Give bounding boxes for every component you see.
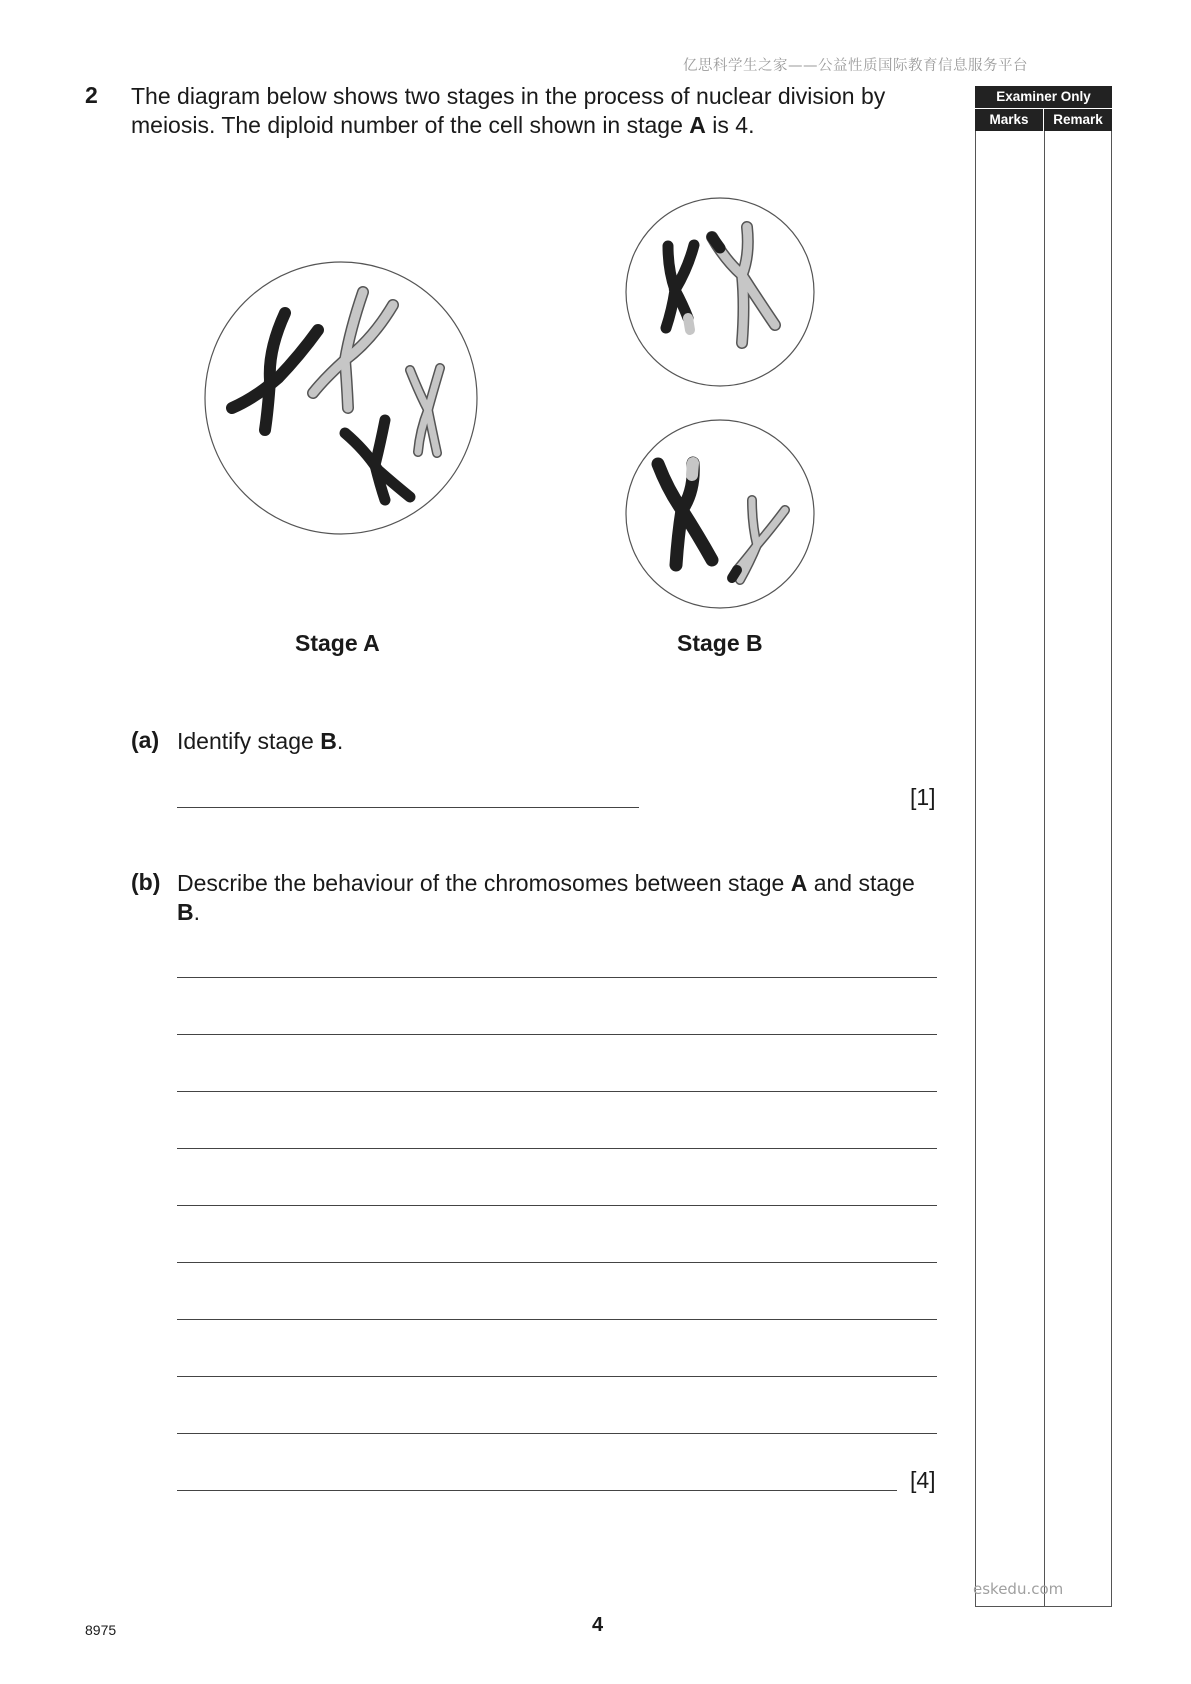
part-b-answer-line[interactable] (177, 977, 937, 978)
part-b-text-2: and stage (807, 870, 915, 896)
part-b-mark: [4] (910, 1467, 936, 1493)
stage-b-label: Stage B (677, 630, 763, 656)
remark-header: Remark (1053, 112, 1103, 127)
part-b-text-1: Describe the behaviour of the chromosomes between stage (177, 870, 791, 896)
part-b-answer-line[interactable] (177, 1376, 937, 1377)
examiner-column-divider (1044, 131, 1045, 1606)
part-a-text-1: Identify stage (177, 728, 321, 754)
stage-a-dark-chromosome-large (232, 313, 318, 430)
header-watermark: 亿思科学生之家——公益性质国际教育信息服务平台 (683, 58, 1028, 74)
question-intro-bold: A (689, 112, 706, 138)
footer-watermark: eskedu.com (973, 1580, 1064, 1598)
stage-b-upper-membrane (626, 198, 814, 386)
part-a-mark: [1] (910, 784, 936, 810)
stage-a-label: Stage A (295, 630, 380, 656)
paper-code: 8975 (85, 1622, 117, 1638)
part-b-answer-line[interactable] (177, 1205, 937, 1206)
stage-a-dark-chromosome-small (345, 420, 410, 500)
part-a-bold: B (320, 728, 337, 754)
part-b-letter: (b) (131, 869, 161, 895)
stage-a-cell (205, 262, 477, 534)
stage-b-upper-light-dark-tip (712, 237, 720, 248)
examiner-column (975, 131, 1112, 1607)
examiner-only-header: Examiner Only (975, 86, 1112, 108)
part-b-answer-line[interactable] (177, 1091, 937, 1092)
question-number: 2 (85, 82, 98, 108)
part-a-letter: (a) (131, 727, 160, 753)
stage-b-lower-cell (626, 420, 814, 608)
part-a-question (177, 727, 937, 756)
stage-b-upper-cell (626, 198, 814, 386)
meiosis-diagram (0, 180, 900, 620)
question-intro-text-1: The diagram below shows two stages in the process of nuclear division by meiosis. The diploid number of the cell shown in stage (131, 83, 886, 138)
marks-header: Marks (989, 112, 1029, 127)
part-b-bold-1: A (790, 870, 808, 896)
stage-b-upper-crossover-tip (688, 318, 690, 330)
question-intro-text-2: is 4. (705, 112, 755, 138)
part-b-text-3: . (193, 899, 201, 925)
part-a-text-2: . (336, 728, 344, 754)
question-intro (131, 82, 941, 140)
part-b-question (177, 869, 917, 927)
part-b-bold-2: B (177, 899, 194, 925)
part-b-answer-line[interactable] (177, 1433, 937, 1434)
examiner-subheader (975, 109, 1112, 131)
stage-b-lower-light-dark-tip (732, 570, 737, 578)
stage-b-lower-crossover-tip (692, 463, 693, 475)
part-b-answer-line[interactable] (177, 1262, 937, 1263)
part-a-answer-line[interactable] (177, 807, 639, 808)
part-b-answer-line[interactable] (177, 1319, 937, 1320)
part-b-answer-line[interactable] (177, 1148, 937, 1149)
page-number: 4 (592, 1614, 604, 1636)
part-b-answer-line[interactable] (177, 1490, 897, 1491)
stage-b-lower-dark-chromosome (658, 463, 712, 565)
part-b-answer-line[interactable] (177, 1034, 937, 1035)
